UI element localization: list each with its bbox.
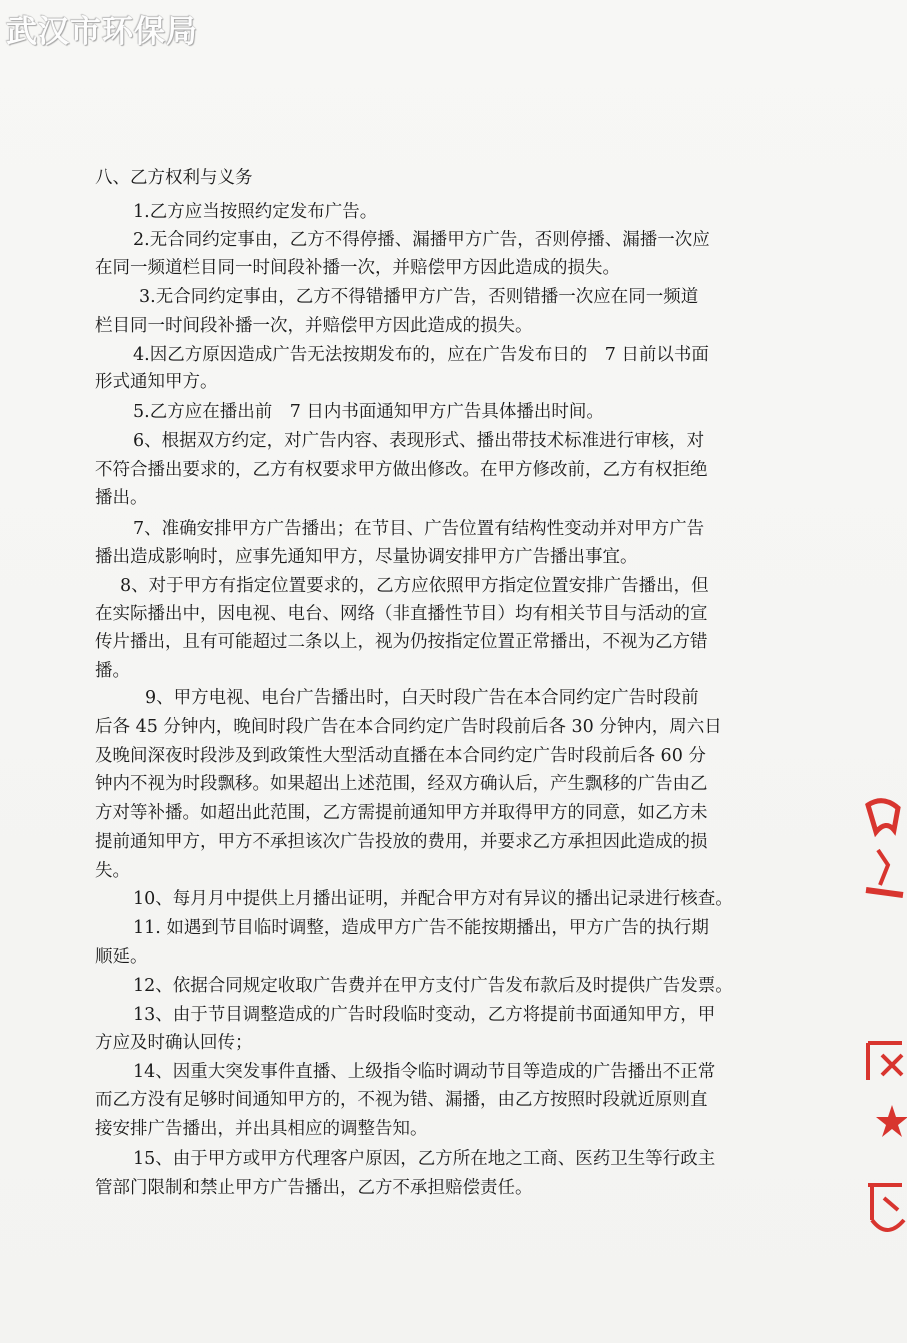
text-line: 方对等补播。如超出此范围，乙方需提前通知甲方并取得甲方的同意，如乙方未 (95, 803, 708, 823)
text-line: 失。 (95, 861, 130, 881)
text-line: 方应及时确认回传； (95, 1033, 253, 1053)
text-line: 播出。 (95, 488, 148, 508)
text-line: 1.乙方应当按照约定发布广告。 (133, 202, 378, 222)
seal-fragment-middle (862, 1035, 907, 1155)
text-line: 13、由于节目调整造成的广告时段临时变动，乙方将提前书面通知甲方，甲 (133, 1005, 716, 1025)
text-line: 10、每月月中提供上月播出证明，并配合甲方对有异议的播出记录进行核查。 (133, 889, 733, 909)
text-line: 7、准确安排甲方广告播出；在节目、广告位置有结构性变动并对甲方广告 (133, 519, 705, 539)
text-line: 在实际播出中，因电视、电台、网络（非直播性节目）均有相关节目与活动的宣 (95, 604, 708, 624)
section-title: 八、乙方权利与义务 (95, 168, 253, 188)
text-line: 栏目同一时间段补播一次，并赔偿甲方因此造成的损失。 (95, 316, 533, 336)
text-line: 管部门限制和禁止甲方广告播出，乙方不承担赔偿责任。 (95, 1178, 533, 1198)
seal-fragment-bottom (862, 1180, 907, 1250)
text-line: 后各 45 分钟内，晚间时段广告在本合同约定广告时段前后各 30 分钟内，周六日 (95, 717, 722, 737)
text-line: 8、对于甲方有指定位置要求的，乙方应依照甲方指定位置安排广告播出，但 (120, 576, 709, 596)
text-line: 3.无合同约定事由，乙方不得错播甲方广告，否则错播一次应在同一频道 (139, 287, 699, 307)
text-line: 传片播出，且有可能超过二条以上，视为仍按指定位置正常播出，不视为乙方错 (95, 632, 708, 652)
text-line: 及晚间深夜时段涉及到政策性大型活动直播在本合同约定广告时段前后各 60 分 (95, 746, 706, 766)
watermark-text: 武汉市环保局 (6, 14, 198, 50)
text-line: 播。 (95, 661, 130, 681)
text-line: 接安排广告播出，并出具相应的调整告知。 (95, 1119, 428, 1139)
text-line: 顺延。 (95, 947, 148, 967)
text-line: 播出造成影响时，应事先通知甲方，尽量协调安排甲方广告播出事宜。 (95, 547, 638, 567)
text-line: 12、依据合同规定收取广告费并在甲方支付广告发布款后及时提供广告发票。 (133, 976, 733, 996)
text-line: 而乙方没有足够时间通知甲方的，不视为错、漏播，由乙方按照时段就近原则直 (95, 1090, 708, 1110)
text-line: 不符合播出要求的，乙方有权要求甲方做出修改。在甲方修改前，乙方有权拒绝 (95, 460, 708, 480)
text-line: 在同一频道栏目同一时间段补播一次，并赔偿甲方因此造成的损失。 (95, 258, 620, 278)
text-line: 2.无合同约定事由，乙方不得停播、漏播甲方广告，否则停播、漏播一次应 (133, 230, 710, 250)
seal-fragment-top (858, 790, 907, 910)
text-line: 提前通知甲方，甲方不承担该次广告投放的费用，并要求乙方承担因此造成的损 (95, 832, 708, 852)
text-line: 14、因重大突发事件直播、上级指令临时调动节目等造成的广告播出不正常 (133, 1062, 716, 1082)
text-line: 钟内不视为时段飘移。如果超出上述范围，经双方确认后，产生飘移的广告由乙 (95, 774, 708, 794)
text-line: 11. 如遇到节目临时调整，造成甲方广告不能按期播出，甲方广告的执行期 (133, 918, 709, 938)
text-line: 15、由于甲方或甲方代理客户原因，乙方所在地之工商、医药卫生等行政主 (133, 1149, 716, 1169)
text-line: 4.因乙方原因造成广告无法按期发布的，应在广告发布日的 7 日前以书面 (133, 345, 709, 365)
text-line: 9、甲方电视、电台广告播出时，白天时段广告在本合同约定广告时段前 (145, 688, 699, 708)
text-line: 5.乙方应在播出前 7 日内书面通知甲方广告具体播出时间。 (133, 402, 604, 422)
text-line: 形式通知甲方。 (95, 372, 218, 392)
text-line: 6、根据双方约定，对广告内容、表现形式、播出带技术标准进行审核，对 (133, 431, 705, 451)
